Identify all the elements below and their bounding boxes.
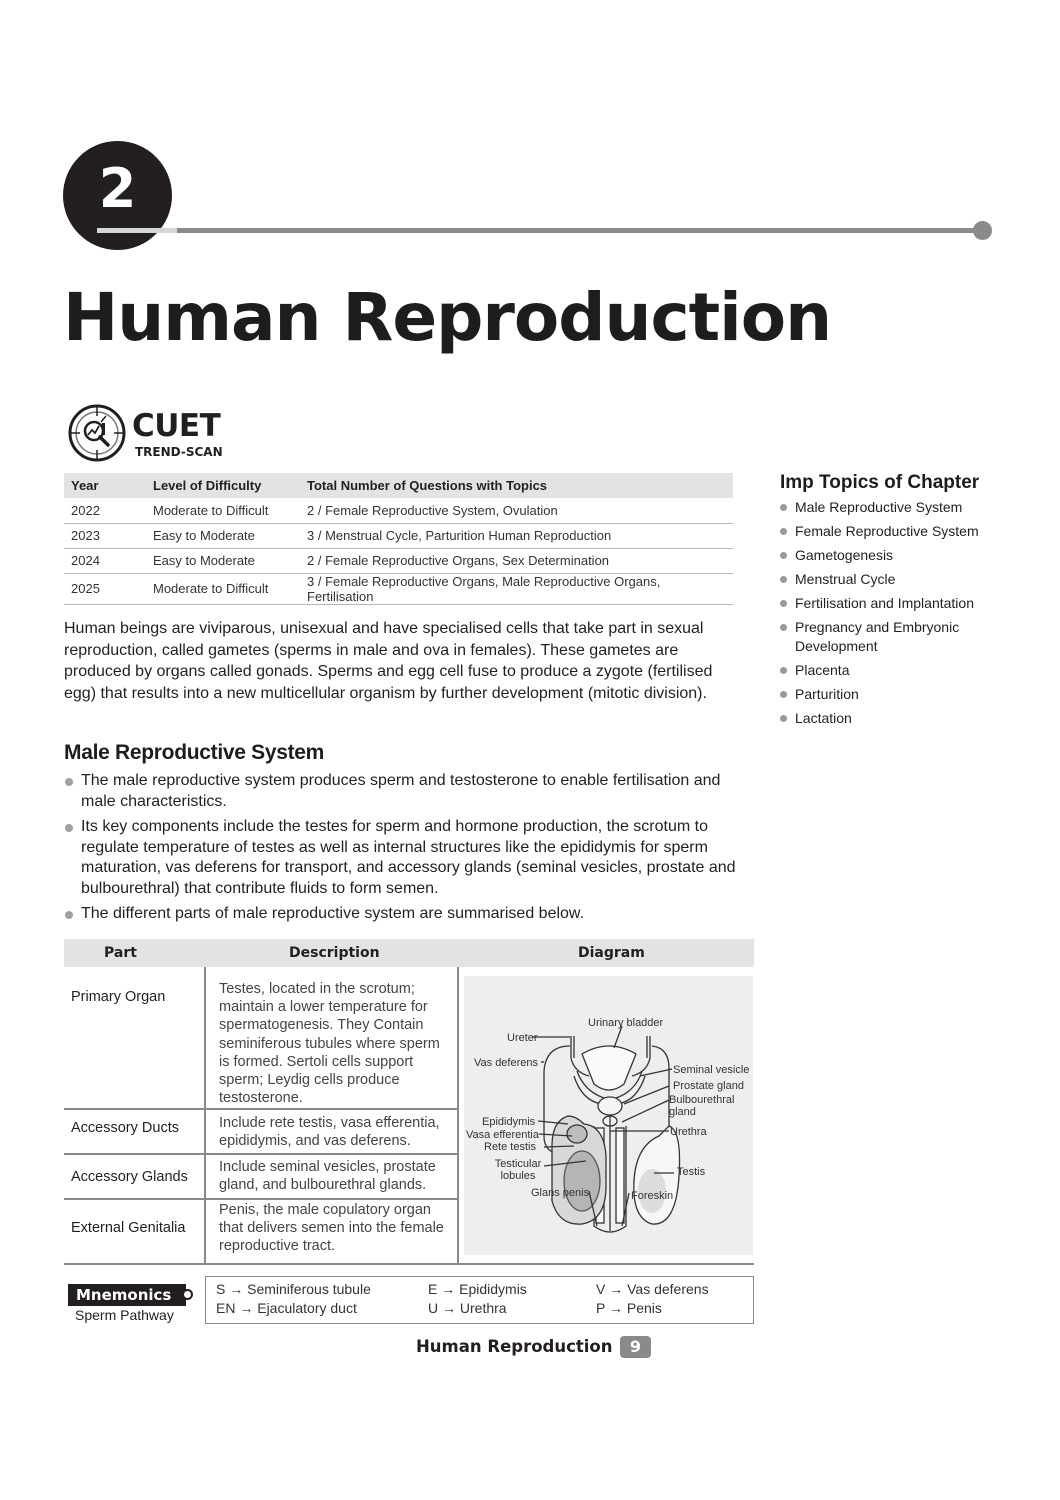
cell-difficulty: Moderate to Difficult [146, 498, 300, 523]
row-divider [64, 1153, 458, 1155]
mnemonics-box [205, 1276, 754, 1324]
label-ureter: Ureter [507, 1032, 538, 1044]
column-header-diagram: Diagram [578, 945, 645, 961]
label-seminal-vesicle: Seminal vesicle [673, 1064, 750, 1076]
column-divider [457, 967, 459, 1264]
cell-year: 2024 [64, 548, 146, 573]
part-name-accessory-ducts: Accessory Ducts [71, 1120, 179, 1136]
label-vasa-efferentia: Vasa efferentia [466, 1129, 539, 1141]
chapter-rule-accent [97, 228, 177, 233]
mnemonic-item: EN → Ejaculatory duct [216, 1300, 357, 1316]
mnemonics-subtitle: Sperm Pathway [75, 1307, 174, 1323]
table-row [64, 573, 733, 604]
table-header-row [64, 939, 754, 967]
list-item: Female Reproductive System [780, 522, 1010, 541]
cell-year: 2025 [64, 573, 146, 604]
column-header-topics: Total Number of Questions with Topics [300, 473, 733, 498]
mnemonics-connector-dot [182, 1289, 193, 1300]
cell-topics: 2 / Female Reproductive System, Ovulation [300, 498, 733, 523]
mnemonic-item: V → Vas deferens [596, 1281, 709, 1297]
column-header-description: Description [289, 945, 380, 961]
mnemonics-badge: Mnemonics [68, 1284, 186, 1306]
row-divider [64, 1108, 458, 1110]
column-header-part: Part [104, 945, 137, 961]
footer-chapter-title: Human Reproduction [416, 1337, 613, 1356]
part-name-primary-organ: Primary Organ [71, 989, 166, 1005]
chapter-title: Human Reproduction [63, 279, 832, 356]
table-row [64, 523, 733, 548]
label-testicular-lobules: Testicular lobules [494, 1158, 542, 1182]
mnemonic-item: E → Epididymis [428, 1281, 527, 1297]
row-divider [64, 1198, 458, 1200]
cell-topics: 2 / Female Reproductive Organs, Sex Determination [300, 548, 733, 573]
target-magnifier-chart-icon [68, 404, 126, 462]
list-item: Gametogenesis [780, 546, 1010, 565]
intro-paragraph: Human beings are viviparous, unisexual and have specialised cells that take part in sexual reproduction, called gametes (sperms in male and ova in females). These gametes are produced by organs called gonads. Sperms and egg cell fuse to produce a zygote (fertilised egg) that results into a new multicellular organism by further development (mitotic division). [64, 620, 713, 702]
chapter-rule [177, 228, 977, 233]
list-item: The different parts of male reproductive system are summarised below. [64, 904, 744, 925]
list-item: Placenta [780, 661, 1010, 680]
label-vas-deferens: Vas deferens [474, 1057, 539, 1069]
male-parts-table [64, 939, 754, 1265]
label-bulbourethral-gland: Bulbourethral gland [669, 1094, 735, 1118]
important-topics-list [780, 498, 1010, 728]
list-item: Pregnancy and Embryonic Development [780, 618, 1010, 656]
cell-year: 2023 [64, 523, 146, 548]
table-row [64, 548, 733, 573]
list-item: The male reproductive system produces sperm and testosterone to enable fertilisation and male characteristics. [64, 771, 744, 812]
part-name-accessory-glands: Accessory Glands [71, 1169, 188, 1185]
label-prostate-gland: Prostate gland [673, 1080, 744, 1092]
mnemonic-item: S → Seminiferous tubule [216, 1281, 371, 1297]
part-description: Include seminal vesicles, prostate gland, and bulbourethral glands. [219, 1159, 436, 1194]
cuet-trend-scan-logo [68, 404, 238, 464]
part-description: Testes, located in the scrotum; maintain a lower temperature for spermatogenesis. They Contain seminiferous tubules where sperm is formed. Sertoli cells support sperm; Leydig cells produce testosterone. [219, 981, 440, 1107]
table-header-row [64, 473, 733, 498]
chapter-rule-end-dot [973, 221, 992, 240]
label-urinary-bladder: Urinary bladder [588, 1017, 664, 1029]
cell-difficulty: Moderate to Difficult [146, 573, 300, 604]
important-topics-title: Imp Topics of Chapter [780, 472, 980, 493]
cell-topics: 3 / Menstrual Cycle, Parturition Human Reproduction [300, 523, 733, 548]
cuet-logo-title: CUET [132, 408, 221, 444]
column-header-difficulty: Level of Difficulty [146, 473, 300, 498]
chapter-number: 2 [98, 157, 137, 220]
chapter-number-badge [63, 141, 172, 250]
list-item: Fertilisation and Implantation [780, 594, 1010, 613]
label-glans-penis: Glans penis [531, 1187, 590, 1199]
mnemonic-item: P → Penis [596, 1300, 662, 1316]
section-heading-male-reproductive-system: Male Reproductive System [64, 741, 325, 764]
column-divider [204, 967, 206, 1264]
male-system-bullets [64, 771, 744, 930]
label-foreskin: Foreskin [631, 1190, 674, 1202]
important-topics-panel [780, 470, 1010, 733]
table-bottom-border [64, 1263, 754, 1265]
trend-scan-table [64, 473, 733, 605]
list-item: Parturition [780, 685, 1010, 704]
page-number: 9 [620, 1336, 651, 1358]
cell-topics: 3 / Female Reproductive Organs, Male Reproductive Organs, Fertilisation [300, 573, 733, 604]
male-reproductive-system-diagram [464, 976, 753, 1255]
label-epididymis: Epididymis [482, 1116, 536, 1128]
cell-year: 2022 [64, 498, 146, 523]
list-item: Male Reproductive System [780, 498, 1010, 517]
label-testis: Testis [677, 1166, 706, 1178]
cell-difficulty: Easy to Moderate [146, 548, 300, 573]
part-name-external-genitalia: External Genitalia [71, 1220, 186, 1236]
cell-difficulty: Easy to Moderate [146, 523, 300, 548]
label-urethra: Urethra [670, 1126, 707, 1138]
mnemonic-item: U → Urethra [428, 1300, 507, 1316]
label-rete-testis: Rete testis [484, 1141, 536, 1153]
list-item: Lactation [780, 709, 1010, 728]
list-item: Menstrual Cycle [780, 570, 1010, 589]
table-row [64, 498, 733, 523]
cuet-logo-subtitle: TREND-SCAN [135, 445, 223, 459]
part-description: Include rete testis, vasa efferentia, epididymis, and vas deferens. [219, 1115, 440, 1150]
column-header-year: Year [64, 473, 146, 498]
list-item: Its key components include the testes for sperm and hormone production, the scrotum to regulate temperature of testes as well as internal structures like the epididymis for sperm maturation, vas deferens for transport, and accessory glands (seminal vesicles, prostate and bulbourethral) that contribute fluids to form semen. [64, 817, 744, 899]
part-description: Penis, the male copulatory organ that delivers semen into the female reproductive tract. [219, 1202, 444, 1255]
